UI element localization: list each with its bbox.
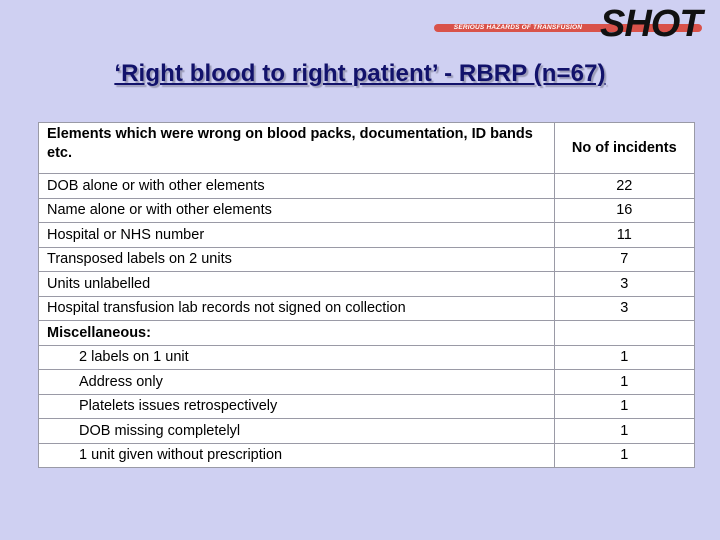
logo-tagline: SERIOUS HAZARDS OF TRANSFUSION [434, 24, 602, 32]
row-count: 3 [554, 296, 694, 321]
row-count: 22 [554, 174, 694, 199]
table-row [39, 419, 695, 444]
row-count: 3 [554, 272, 694, 297]
row-count: 1 [554, 370, 694, 395]
table-row [39, 198, 695, 223]
row-count: 1 [554, 419, 694, 444]
logo-wordmark: SHOT [600, 3, 702, 45]
table-row [39, 345, 695, 370]
row-count: 11 [554, 223, 694, 248]
row-label: Transposed labels on 2 units [39, 247, 555, 272]
table-header-row [39, 123, 695, 174]
row-count: 1 [554, 394, 694, 419]
row-label: Units unlabelled [39, 272, 555, 297]
table-row [39, 174, 695, 199]
row-count: 16 [554, 198, 694, 223]
table-row [39, 272, 695, 297]
row-label: Name alone or with other elements [39, 198, 555, 223]
table-row [39, 394, 695, 419]
misc-header-row [39, 321, 695, 346]
row-label: Hospital transfusion lab records not signed on collection [39, 296, 555, 321]
row-count: 7 [554, 247, 694, 272]
row-label: Address only [39, 370, 555, 395]
table-row [39, 296, 695, 321]
row-count: 1 [554, 345, 694, 370]
header-count: No of incidents [554, 123, 694, 174]
table-row [39, 370, 695, 395]
incidents-table [38, 122, 695, 468]
page-title: ‘Right blood to right patient’ - RBRP (n=67) [114, 60, 606, 87]
row-label: Hospital or NHS number [39, 223, 555, 248]
row-label: 1 unit given without prescription [39, 443, 555, 468]
misc-heading: Miscellaneous: [39, 321, 555, 346]
table-row [39, 443, 695, 468]
row-label: DOB alone or with other elements [39, 174, 555, 199]
row-count: 1 [554, 443, 694, 468]
row-label: Platelets issues retrospectively [39, 394, 555, 419]
header-category: Elements which were wrong on blood packs, documentation, ID bands etc. [39, 123, 555, 174]
table-row [39, 223, 695, 248]
row-label: DOB missing completelyl [39, 419, 555, 444]
misc-count-blank [554, 321, 694, 346]
row-label: 2 labels on 1 unit [39, 345, 555, 370]
table-row [39, 247, 695, 272]
